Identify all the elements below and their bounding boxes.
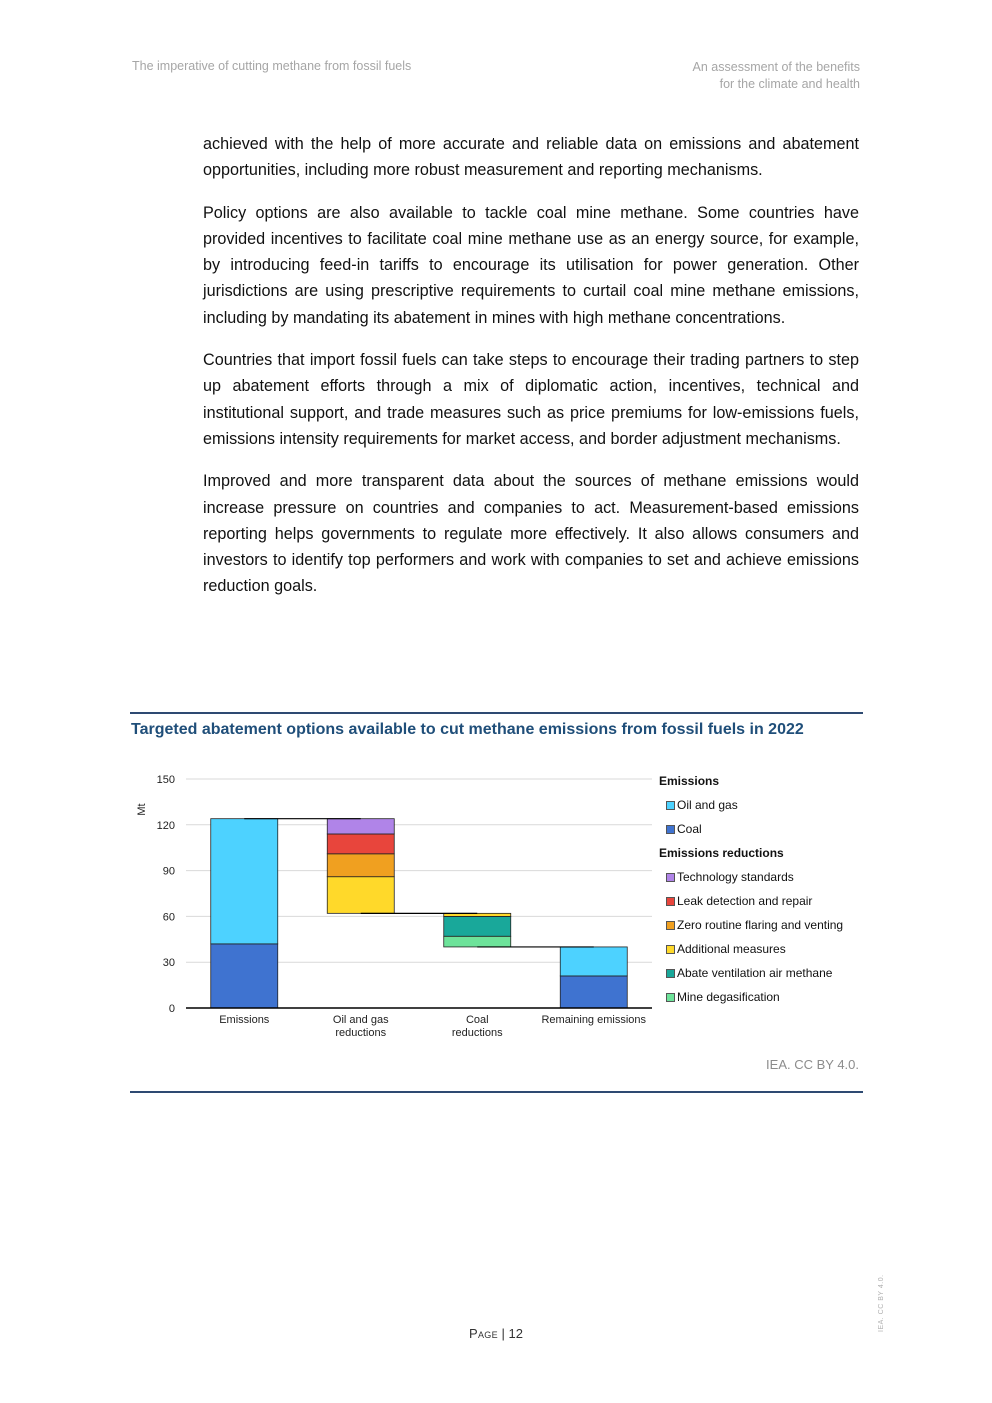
bar-segment [560,947,627,976]
y-tick-label: 0 [168,1003,175,1015]
legend-label: Abate ventilation air methane [677,966,833,980]
waterfall-chart [130,768,670,1048]
page-label: Page [469,1326,498,1341]
paragraph: Improved and more transparent data about the sources of methane emissions would increase pressure on countries and companies to act. Measurement-based emissions reporting helps governments to regulate more effectively. It also allows consumers and investors to identify top performers and work with companies to set and achieve emissions reduction goals. [203,472,859,596]
running-header-left: The imperative of cutting methane from fossil fuels [132,59,412,73]
body-text [203,131,859,616]
legend-item [666,822,869,837]
paragraph: Policy options are also available to tackle coal mine methane. Some countries have provided incentives to facilitate coal mine methane use as an energy source, for example, by introducing feed-in tariffs to encourage its utilisation for power generation. Other jurisdictions are using prescriptive requirements to curtail coal mine methane emissions, including by mandating its abatement in mines with high methane concentrations. [203,203,859,327]
x-tick-label: Coal [465,1014,489,1026]
figure-top-rule [130,712,863,714]
bar-segment [560,976,627,1008]
bar-segment [211,944,278,1008]
legend-swatch [666,969,675,978]
legend-label: Additional measures [677,942,786,956]
chart-svg [130,768,670,1048]
legend-item [666,990,869,1005]
bar-segment [327,854,394,877]
legend-item [666,942,869,957]
legend-label: Coal [677,822,702,836]
running-header-right-line1: An assessment of the benefits [692,60,860,74]
legend-swatch [666,945,675,954]
legend-label: Leak detection and repair [677,894,813,908]
bar-segment [327,877,394,914]
y-tick-label: 90 [162,865,175,878]
y-tick-label: 150 [156,774,175,786]
bar-segment [444,916,511,936]
legend-item [666,870,869,885]
x-tick-label: reductions [335,1027,387,1039]
legend-swatch [666,873,675,882]
y-tick-label: 60 [162,911,175,924]
legend-group-title: Emissions [659,774,720,788]
chart-legend [659,774,869,1014]
legend-group-title: Emissions reductions [659,846,784,860]
bar-segment [211,819,278,944]
bar-segment [327,834,394,854]
legend-item [666,894,869,909]
legend-label: Zero routine flaring and venting [677,918,844,932]
legend-swatch [666,801,675,810]
page-number [0,1326,992,1341]
figure-bottom-rule [130,1091,863,1093]
legend-item [666,966,869,981]
bar-segment [444,936,511,947]
legend-item [666,918,869,933]
figure-source: IEA. CC BY 4.0. [766,1057,859,1072]
running-header-right [693,59,860,93]
running-header-right-line2: for the climate and health [719,77,860,91]
figure-title: Targeted abatement options available to cut methane emissions from fossil fuels in 2022 [131,721,804,738]
paragraph: achieved with the help of more accurate and reliable data on emissions and abatement opportunities, including more robust measurement and reporting mechanisms. [203,135,859,180]
y-axis-label: Mt [136,803,148,816]
legend-swatch [666,825,675,834]
legend-label: Technology standards [677,870,794,884]
legend-swatch [666,897,675,906]
y-tick-label: 120 [156,819,175,832]
x-tick-label: Oil and gas [332,1014,389,1026]
legend-swatch [666,993,675,1002]
legend-label: Mine degasification [677,990,780,1004]
x-tick-label: Remaining emissions [541,1014,647,1026]
legend-swatch [666,921,675,930]
legend-label: Oil and gas [677,798,738,812]
y-tick-label: 30 [162,957,175,970]
x-tick-label: Emissions [219,1014,270,1026]
paragraph: Countries that import fossil fuels can take steps to encourage their trading partners to step up abatement efforts through a mix of diplomatic action, incentives, technical and institutional support, and trade measures such as price premiums for low-emissions fuels, emissions intensity requirements for market access, and border adjustment mechanisms. [203,351,859,448]
side-credit: IEA. CC BY 4.0. [878,1274,885,1332]
page-separator: | [497,1326,509,1341]
page-number-value: 12 [508,1326,523,1341]
bar-segment [327,819,394,834]
legend-item [666,798,869,813]
x-tick-label: reductions [451,1027,503,1039]
